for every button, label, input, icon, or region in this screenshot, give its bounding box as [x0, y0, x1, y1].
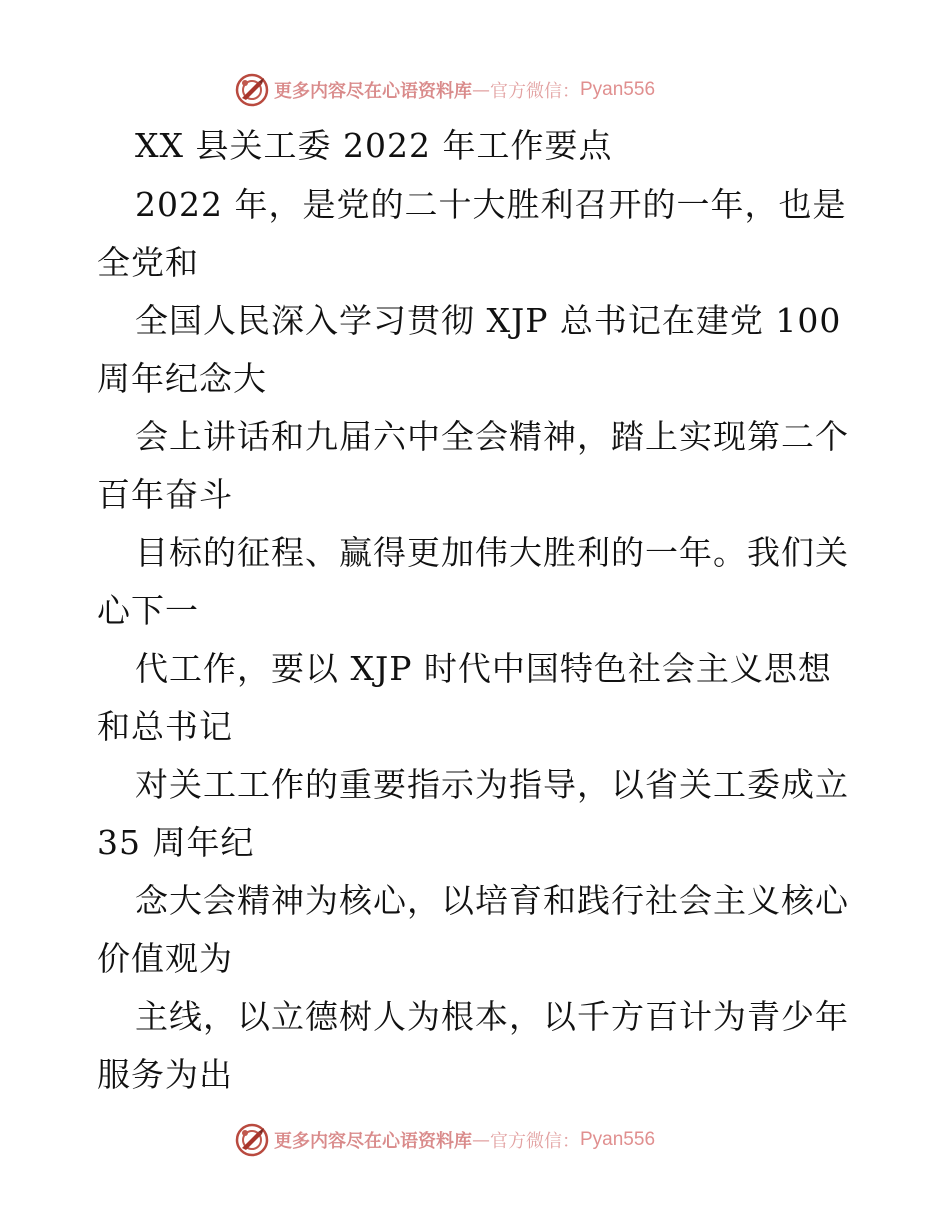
- watermark-separator: —: [472, 79, 490, 101]
- paragraph-line: 服务为出: [97, 1055, 233, 1094]
- paragraph-line: 百年奋斗: [97, 475, 233, 514]
- watermark-separator: —: [472, 1129, 490, 1151]
- watermark-text: 更多内容尽在心语资料库: [274, 81, 472, 102]
- document-title: XX 县关工委 2022 年工作要点: [135, 126, 613, 165]
- paragraph-line: 35 周年纪: [97, 823, 255, 862]
- paragraph-line: 对关工工作的重要指示为指导，以省关工委成立: [135, 765, 849, 804]
- paragraph-line: 目标的征程、赢得更加伟大胜利的一年。我们关: [135, 533, 849, 572]
- paragraph-line: 全国人民深入学习贯彻 XJP 总书记在建党 100: [135, 301, 842, 340]
- paragraph-line: 念大会精神为核心，以培育和践行社会主义核心: [135, 881, 849, 920]
- watermark-wechat-label: 官方微信：: [490, 81, 580, 102]
- red-seal-logo-icon: [234, 1122, 270, 1158]
- watermark-text: 更多内容尽在心语资料库: [274, 1131, 472, 1152]
- watermark-banner-bottom: [234, 1122, 655, 1158]
- paragraph-line: 2022 年，是党的二十大胜利召开的一年，也是: [135, 185, 847, 224]
- paragraph-line: 和总书记: [97, 707, 233, 746]
- paragraph-line: 心下一: [97, 591, 199, 630]
- paragraph-line: 代工作，要以 XJP 时代中国特色社会主义思想: [135, 649, 832, 688]
- paragraph-line: 全党和: [97, 243, 199, 282]
- watermark-wechat-id: Pyan556: [580, 79, 656, 100]
- paragraph-line: 价值观为: [97, 939, 233, 978]
- watermark-wechat-label: 官方微信：: [490, 1131, 580, 1152]
- paragraph-line: 主线，以立德树人为根本，以千方百计为青少年: [135, 997, 849, 1036]
- watermark-wechat-id: Pyan556: [580, 1129, 656, 1150]
- paragraph-line: 会上讲话和九届六中全会精神，踏上实现第二个: [135, 417, 849, 456]
- paragraph-line: 周年纪念大: [97, 359, 267, 398]
